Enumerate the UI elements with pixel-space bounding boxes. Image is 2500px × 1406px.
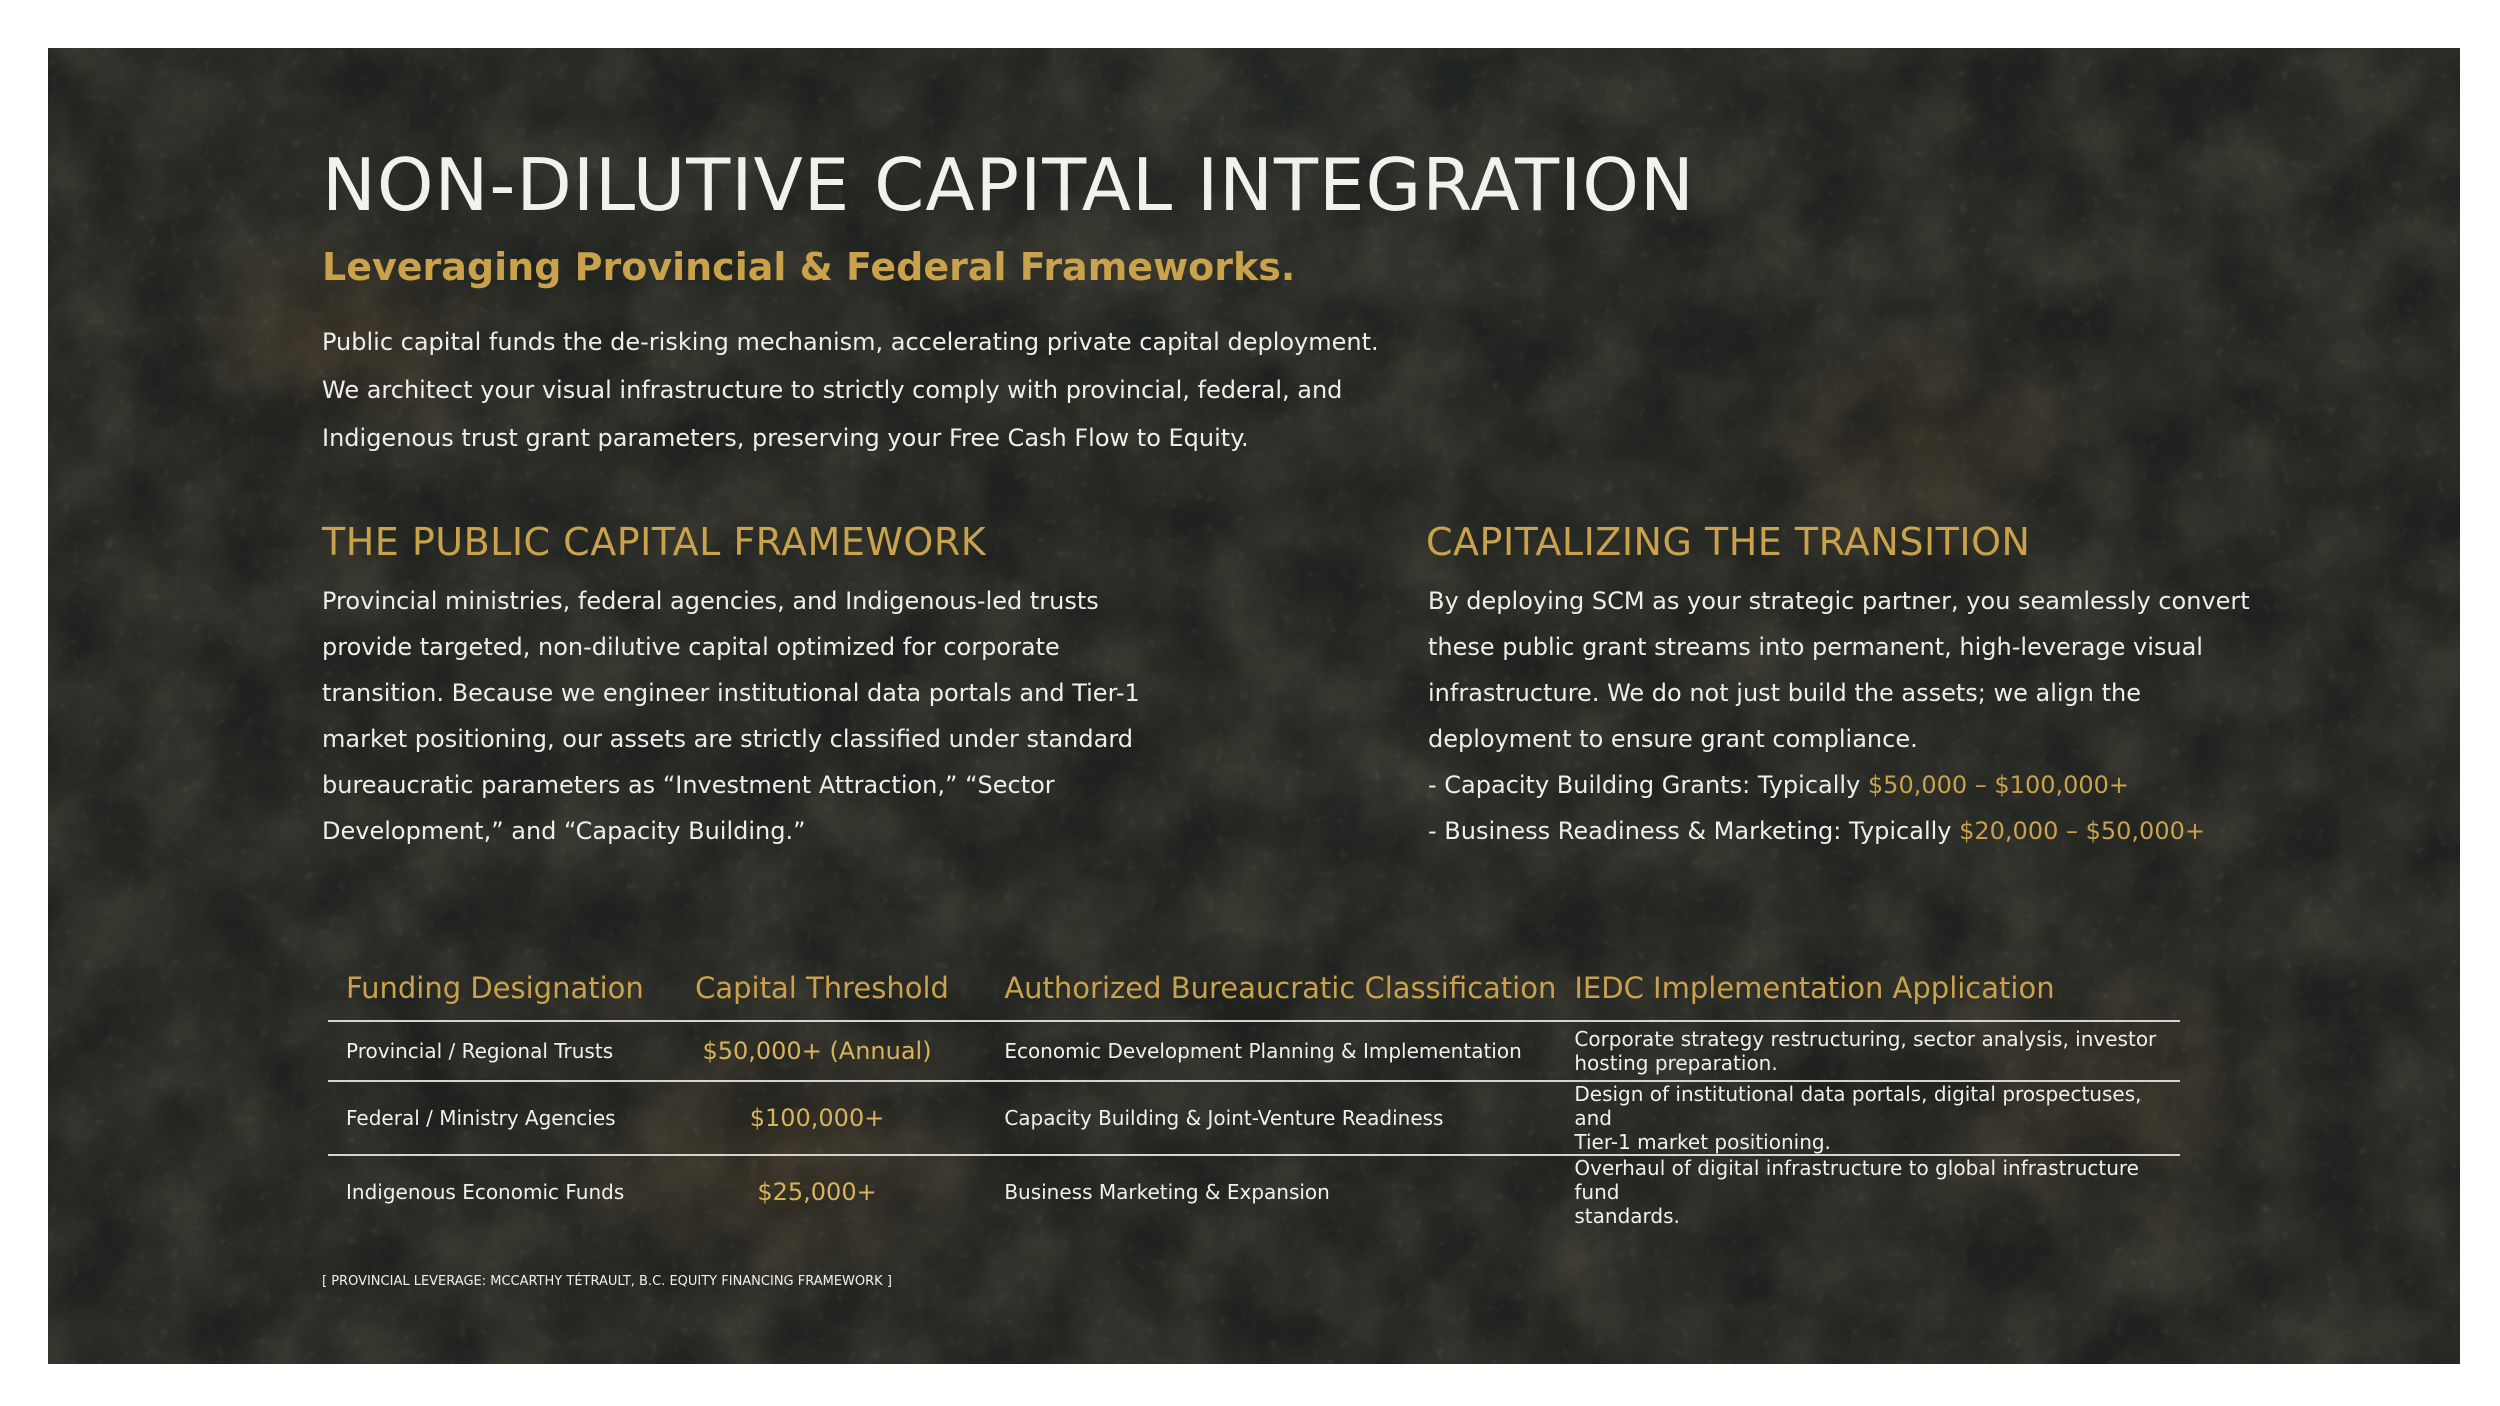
public-capital-framework-text bbox=[322, 578, 1140, 854]
body-line: By deploying SCM as your strategic partner, you seamlessly convert bbox=[1428, 587, 2250, 615]
intro-line: Indigenous trust grant parameters, preserving your Free Cash Flow to Equity. bbox=[322, 424, 1249, 452]
body-line: provide targeted, non-dilutive capital optimized for corporate bbox=[322, 633, 1060, 661]
designation-cell: Indigenous Economic Funds bbox=[346, 1180, 625, 1204]
threshold-cell: $100,000+ bbox=[658, 1081, 987, 1155]
table-header-row bbox=[328, 966, 2180, 1021]
classification-cell: Business Marketing & Expansion bbox=[1004, 1180, 1330, 1204]
bullet-business-readiness bbox=[1428, 808, 2250, 854]
application-cell bbox=[1556, 1081, 2180, 1155]
designation-cell: Provincial / Regional Trusts bbox=[328, 1021, 658, 1081]
bullet-amount: $20,000 – $50,000+ bbox=[1959, 817, 2205, 845]
column-header-funding-designation: Funding Designation bbox=[328, 966, 658, 1021]
intro-paragraph bbox=[322, 318, 1422, 462]
body-line: bureaucratic parameters as “Investment Attraction,” “Sector bbox=[322, 771, 1055, 799]
page-title: NON-DILUTIVE CAPITAL INTEGRATION bbox=[322, 143, 1695, 227]
bullet-label: - Business Readiness & Marketing: Typically bbox=[1428, 817, 1960, 845]
body-line: Development,” and “Capacity Building.” bbox=[322, 817, 806, 845]
bullet-label: - Capacity Building Grants: Typically bbox=[1428, 771, 1868, 799]
body-line: infrastructure. We do not just build the assets; we align the bbox=[1428, 679, 2141, 707]
application-line: Design of institutional data portals, digital prospectuses, and bbox=[1574, 1082, 2142, 1130]
bullet-capacity-building bbox=[1428, 762, 2250, 808]
application-line: Tier-1 market positioning. bbox=[1574, 1130, 1831, 1154]
body-line: market positioning, our assets are strictly classified under standard bbox=[322, 725, 1134, 753]
table-row bbox=[328, 1021, 2180, 1081]
capitalizing-transition-heading: CAPITALIZING THE TRANSITION bbox=[1426, 520, 2031, 564]
bullet-amount: $50,000 – $100,000+ bbox=[1867, 771, 2130, 799]
public-capital-framework-heading: THE PUBLIC CAPITAL FRAMEWORK bbox=[322, 520, 987, 564]
application-cell bbox=[1556, 1021, 2180, 1081]
funding-table bbox=[328, 966, 2180, 1228]
page-subtitle: Leveraging Provincial & Federal Frameworks. bbox=[322, 245, 1296, 289]
column-header-capital-threshold: Capital Threshold bbox=[658, 966, 987, 1021]
body-line: transition. Because we engineer institutional data portals and Tier-1 bbox=[322, 679, 1140, 707]
classification-cell: Economic Development Planning & Implementation bbox=[986, 1021, 1556, 1081]
application-line: standards. bbox=[1574, 1204, 1680, 1228]
source-footnote: [ PROVINCIAL LEVERAGE: MCCARTHY TÉTRAULT, B.C. EQUITY FINANCING FRAMEWORK ] bbox=[322, 1274, 892, 1289]
application-cell bbox=[1556, 1155, 2180, 1228]
designation-cell: Federal / Ministry Agencies bbox=[328, 1081, 658, 1155]
threshold-cell: $25,000+ bbox=[757, 1178, 877, 1206]
application-line: Corporate strategy restructuring, sector analysis, investor bbox=[1574, 1027, 2157, 1051]
body-line: Provincial ministries, federal agencies, and Indigenous-led trusts bbox=[322, 587, 1099, 615]
body-line: deployment to ensure grant compliance. bbox=[1428, 725, 1918, 753]
slide bbox=[48, 48, 2460, 1364]
classification-cell: Capacity Building & Joint-Venture Readiness bbox=[986, 1081, 1556, 1155]
threshold-cell: $50,000+ (Annual) bbox=[658, 1021, 987, 1081]
table-row bbox=[328, 1081, 2180, 1155]
table-row bbox=[328, 1155, 2180, 1228]
application-line: hosting preparation. bbox=[1574, 1051, 1778, 1075]
body-line: these public grant streams into permanent, high-leverage visual bbox=[1428, 633, 2203, 661]
application-line: Overhaul of digital infrastructure to global infrastructure fund bbox=[1574, 1156, 2139, 1204]
column-header-classification: Authorized Bureaucratic Classification bbox=[986, 966, 1556, 1021]
column-header-application: IEDC Implementation Application bbox=[1556, 966, 2180, 1021]
intro-line: Public capital funds the de-risking mechanism, accelerating private capital deployment. bbox=[322, 328, 1379, 356]
intro-line: We architect your visual infrastructure to strictly comply with provincial, federal, and bbox=[322, 376, 1343, 404]
capitalizing-transition-text bbox=[1428, 578, 2250, 854]
